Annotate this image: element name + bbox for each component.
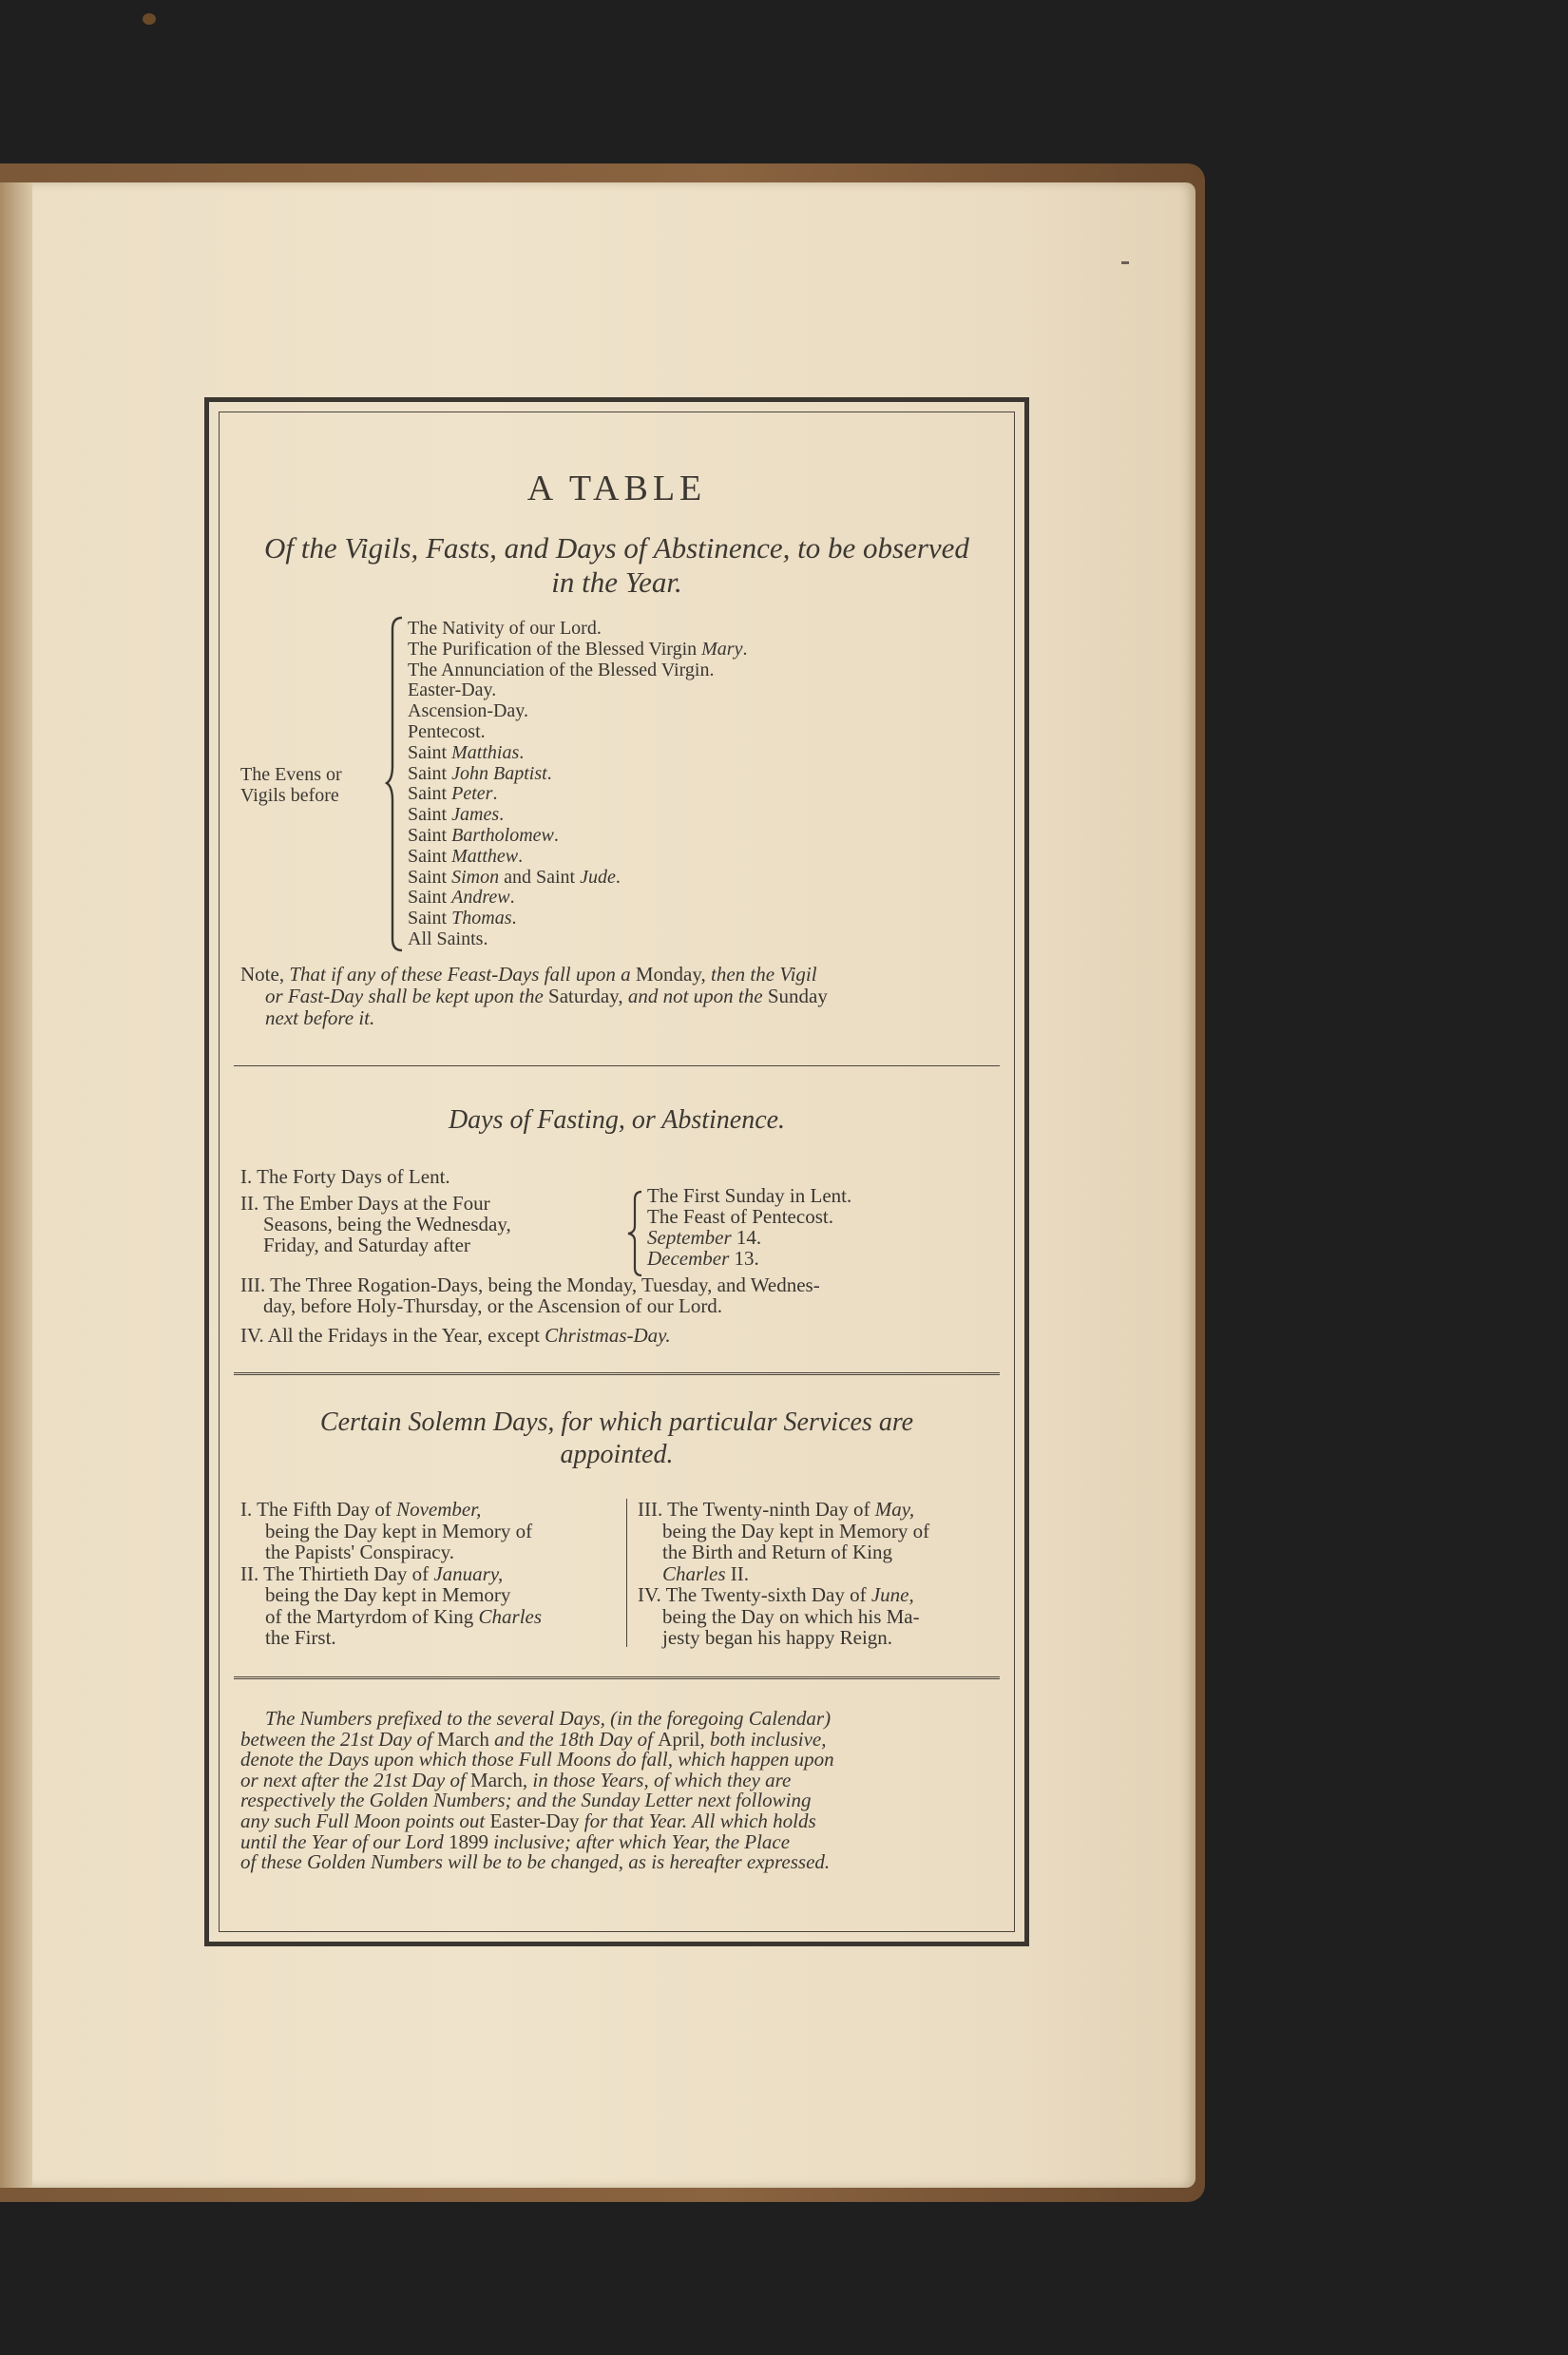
fasting-heading: Days of Fasting, or Abstinence. — [448, 1105, 786, 1135]
list-item: Saint John Baptist. — [408, 762, 552, 784]
vigils-label-line-1: The Evens or — [240, 764, 342, 785]
page-subtitle — [239, 531, 995, 600]
vigils-label — [240, 764, 383, 806]
fasting-item-3: III. The Three Rogation-Days, being the Monday, Tuesday, and Wednes- day, before Holy-Thursday, or the Ascension of our Lord. — [240, 1273, 820, 1317]
section-divider — [234, 1065, 1000, 1066]
list-item: Saint Simon and Saint Jude. — [408, 866, 621, 888]
section-divider — [234, 1372, 1000, 1377]
dirt-fleck — [143, 13, 156, 25]
subtitle-line-2: in the Year. — [551, 565, 682, 599]
section-divider — [234, 1676, 1000, 1681]
list-item: The Purification of the Blessed Virgin Mary. — [408, 638, 748, 660]
column-divider — [626, 1499, 627, 1647]
list-item: Saint Matthias. — [408, 741, 525, 763]
list-item: The Annunciation of the Blessed Virgin. — [408, 659, 715, 680]
ember-days-list: The First Sunday in Lent. The Feast of Pentecost. September 14. December 13. — [647, 1184, 852, 1270]
list-item: Saint Bartholomew. — [408, 824, 559, 846]
fasting-item-4: IV. All the Fridays in the Year, except Christmas-Day. — [240, 1324, 671, 1347]
list-item: Pentecost. — [408, 720, 486, 742]
golden-numbers-paragraph: The Numbers prefixed to the several Days, (in the foregoing Calendar) between the 21st Day of March and the 18th Day of April, both inclusive, denote the Days upon which those Full Moons do fall, which happen upon or next after the 21st Day of March, in those Years, of which they are respectively the Golden Numbers; and the Sunday Letter next following any such Full Moon points out Easter-Day for that Year. All which holds until the Year of our Lord 1899 inclusive; after which Year, the Place of these Golden Numbers will be to be changed, as is hereafter expressed. — [240, 1707, 834, 1874]
page-gutter — [0, 182, 32, 2188]
list-item: Saint Peter. — [408, 783, 498, 805]
list-item: All Saints. — [408, 928, 488, 949]
vigils-label-line-2: Vigils before — [240, 785, 339, 806]
fasting-item-2: II. The Ember Days at the Four Seasons, being the Wednesday, Friday, and Saturday after — [240, 1192, 511, 1256]
list-item: Saint Matthew. — [408, 845, 524, 867]
ember-brace-icon — [626, 1190, 645, 1277]
list-item: Easter-Day. — [408, 680, 497, 701]
list-item: Ascension-Day. — [408, 700, 529, 722]
solemn-days-heading: Certain Solemn Days, for which particular Services are appointed. — [319, 1407, 914, 1469]
vigils-list — [408, 619, 747, 950]
solemn-days-right: III. The Twenty-ninth Day of May, being the Day kept in Memory of the Birth and Return of King Charles II. IV. The Twenty-sixth Day of June, being the Day on which his Ma- jesty began his happy Reign. — [638, 1498, 930, 1649]
fasting-item-1: I. The Forty Days of Lent. — [240, 1165, 450, 1188]
list-item: The Nativity of our Lord. — [408, 618, 602, 639]
solemn-days-left: I. The Fifth Day of November, being the Day kept in Memory of the Papists' Conspiracy. II. The Thirtieth Day of January, being the Day kept in Memory of the Martyrdom of King Charles the First. — [240, 1498, 543, 1649]
list-item: Saint James. — [408, 804, 505, 826]
table-frame — [204, 397, 1029, 1946]
subtitle-line-1: Of the Vigils, Fasts, and Days of Abstinence, to be observed — [264, 531, 969, 565]
page-title: A TABLE — [526, 469, 707, 508]
page-mark — [1121, 261, 1129, 264]
list-item: Saint Andrew. — [408, 887, 515, 909]
list-item: Saint Thomas. — [408, 908, 517, 929]
vigil-note: Note, That if any of these Feast-Days fall upon a Monday, then the Vigil or Fast-Day shall be kept upon the Saturday, and not upon the Sunday next before it. — [240, 963, 828, 1029]
vigils-brace-icon — [385, 616, 406, 953]
table-inner-frame — [219, 412, 1015, 1932]
